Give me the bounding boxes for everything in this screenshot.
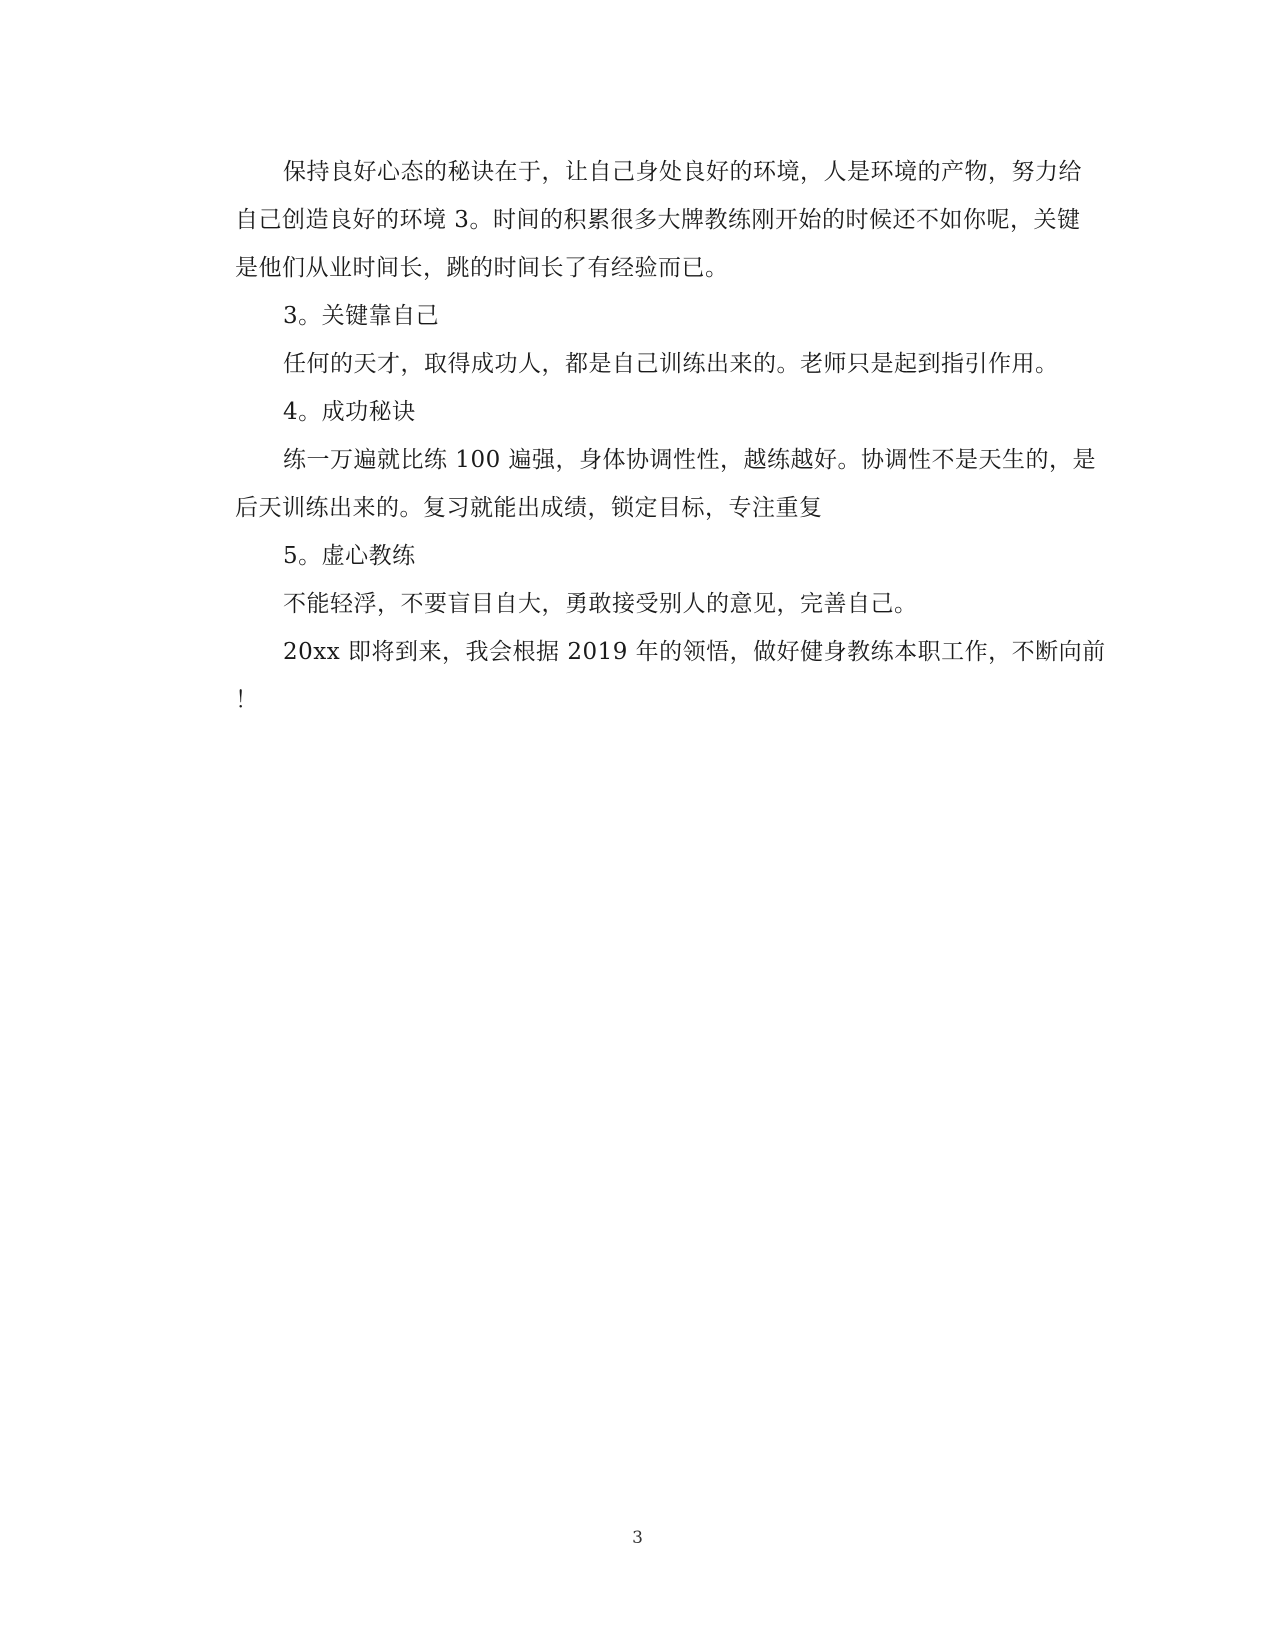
paragraph-line: 后天训练出来的。复习就能出成绩，锁定目标，专注重复: [235, 495, 823, 521]
heading-line: 3。关键靠自己: [283, 303, 440, 329]
paragraph-line: 不能轻浮，不要盲目自大，勇敢接受别人的意见，完善自己。: [283, 591, 918, 617]
heading-rely-on-self: [187, 292, 1087, 340]
paragraph-practice: [187, 436, 1097, 532]
page-number: 3: [632, 1528, 643, 1548]
document-body: [187, 148, 1106, 724]
heading-humble-coach: [187, 532, 1087, 580]
paragraph-line: 保持良好心态的秘诀在于，让自己身处良好的环境，人是环境的产物，努力给: [283, 159, 1082, 185]
paragraph-environment: [187, 148, 1087, 292]
paragraph-line: 练一万遍就比练 100 遍强，身体协调性性，越练越好。协调性不是天生的，是: [283, 447, 1097, 473]
heading-line: 4。成功秘诀: [283, 399, 416, 425]
paragraph-line: 是他们从业时间长，跳的时间长了有经验而已。: [235, 255, 729, 281]
paragraph-outlook: [187, 628, 1106, 724]
paragraph-line: 任何的天才，取得成功人，都是自己训练出来的。老师只是起到指引作用。: [283, 351, 1059, 377]
heading-success-secret: [187, 388, 1087, 436]
paragraph-humility: [187, 580, 1087, 628]
paragraph-line: 自己创造良好的环境 3。时间的积累很多大牌教练刚开始的时候还不如你呢，关键: [235, 207, 1081, 233]
paragraph-line: ！: [235, 687, 259, 713]
heading-line: 5。虚心教练: [283, 543, 416, 569]
paragraph-line: 20xx 即将到来，我会根据 2019 年的领悟，做好健身教练本职工作，不断向前: [283, 639, 1106, 665]
paragraph-talent: [187, 340, 1087, 388]
